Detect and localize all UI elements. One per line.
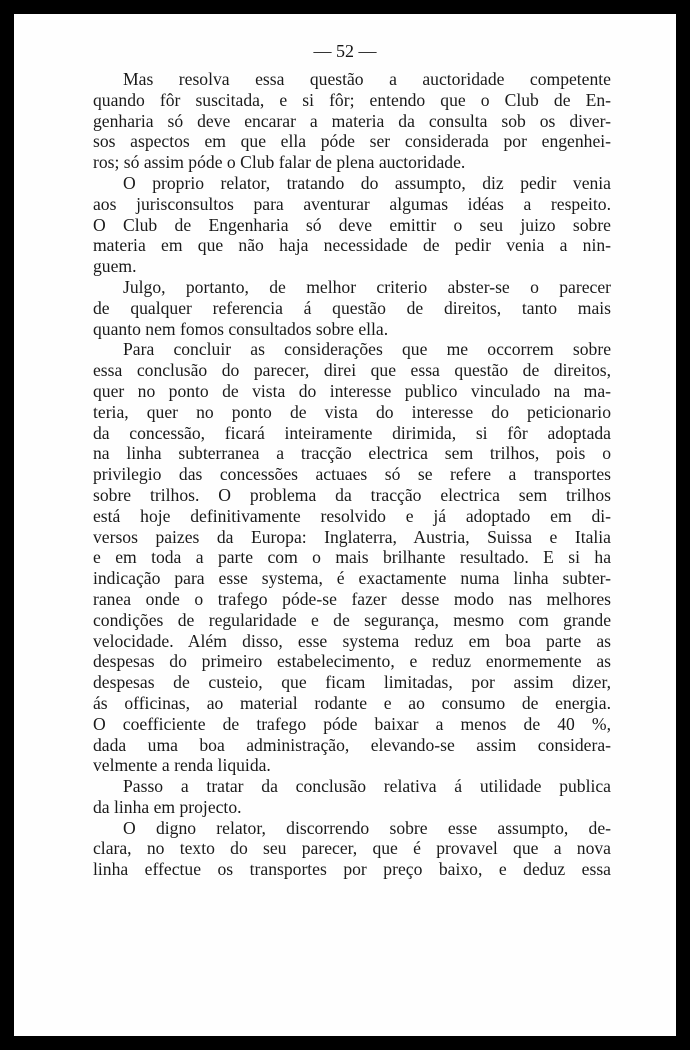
text-line: despesas do primeiro estabelecimento, e reduz enormemente as [93, 651, 611, 672]
text-line: está hoje definitivamente resolvido e já adoptado em di- [93, 505, 611, 526]
text-line: versos paizes da Europa: Inglaterra, Austria, Suissa e Italia [93, 526, 611, 547]
text-line: aos jurisconsultos para aventurar algumas idéas a respeito. [93, 193, 611, 214]
text-line: da linha em projecto. [93, 796, 242, 817]
text-line: ás officinas, ao material rodante e ao consumo de energia. [93, 692, 611, 713]
text-line: e em toda a parte com o mais brilhante resultado. E si ha [93, 547, 611, 568]
text-line: na linha subterranea a tracção electrica sem trilhos, pois o [93, 443, 611, 464]
text-line: da concessão, ficará inteiramente dirimida, si fôr adoptada [93, 422, 611, 443]
text-line: velocidade. Além disso, esse systema reduz em boa parte as [93, 630, 611, 651]
text-line: indicação para esse systema, é exactamente numa linha subter- [93, 568, 611, 589]
text-line: guem. [93, 256, 137, 277]
text-line: Para concluir as considerações que me occorrem sobre [123, 339, 611, 360]
paragraph [93, 339, 611, 776]
text-line: essa conclusão do parecer, direi que essa questão de direitos, [93, 360, 611, 381]
text-line: O Club de Engenharia só deve emittir o seu juizo sobre [93, 214, 611, 235]
text-line: quando fôr suscitada, e si fôr; entendo que o Club de En- [93, 89, 611, 110]
text-line: Mas resolva essa questão a auctoridade competente [123, 69, 611, 89]
text-line: clara, no texto do seu parecer, que é provavel que a nova [93, 838, 611, 859]
text-line: sobre trilhos. O problema da tracção electrica sem trilhos [93, 484, 611, 505]
text-line: linha effectue os transportes por preço baixo, e deduz essa [93, 859, 611, 880]
text-line: condições de regularidade e de segurança, mesmo com grande [93, 609, 611, 630]
paragraph [93, 776, 611, 818]
text-line: quer no ponto de vista do interesse publico vinculado na ma- [93, 380, 611, 401]
text-line: quanto nem fomos consultados sobre ella. [93, 318, 389, 339]
text-line: teria, quer no ponto de vista do interesse do peticionario [93, 401, 611, 422]
text-line: de qualquer referencia á questão de direitos, tanto mais [93, 297, 611, 318]
text-line: O proprio relator, tratando do assumpto, diz pedir venia [123, 172, 611, 193]
text-line: privilegio das concessões actuaes só se refere a transportes [93, 464, 611, 485]
paragraph [93, 69, 611, 173]
paragraph [93, 818, 611, 880]
text-line: ranea onde o trafego póde-se fazer desse modo nas melhores [93, 588, 611, 609]
text-line: Passo a tratar da conclusão relativa á utilidade publica [123, 776, 611, 797]
text-line: O coefficiente de trafego póde baixar a menos de 40 %, [93, 713, 611, 734]
text-line: O digno relator, discorrendo sobre esse assumpto, de- [123, 817, 611, 838]
text-line: materia em que não haja necessidade de pedir venia a nin- [93, 235, 611, 256]
text-line: despesas de custeio, que ficam limitadas, por assim dizer, [93, 672, 611, 693]
document-page [14, 14, 676, 1036]
text-line: genharia só deve encarar a materia da consulta sob os diver- [93, 110, 611, 131]
text-line: ros; só assim póde o Club falar de plena auctoridade. [93, 152, 466, 173]
text-line: Julgo, portanto, de melhor criterio abster-se o parecer [123, 276, 611, 297]
text-line: velmente a renda liquida. [93, 755, 271, 776]
text-line: sos aspectos em que ella póde ser considerada por engenhei- [93, 131, 611, 152]
page-number: — 52 — [313, 41, 377, 61]
body-text [93, 69, 611, 880]
paragraph [93, 173, 611, 277]
text-line: dada uma boa administração, elevando-se assim considera- [93, 734, 611, 755]
paragraph [93, 277, 611, 339]
